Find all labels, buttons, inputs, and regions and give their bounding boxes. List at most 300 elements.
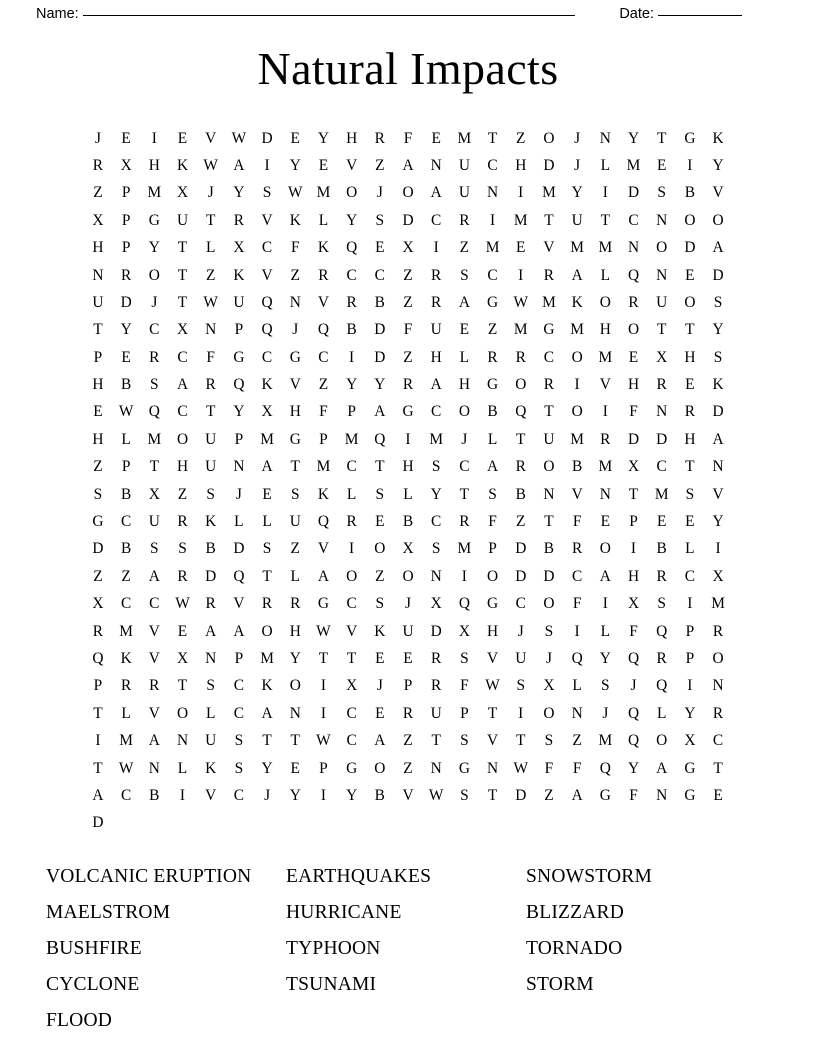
grid-cell[interactable]: X <box>176 321 189 339</box>
grid-cell[interactable]: G <box>487 376 499 394</box>
grid-cell[interactable]: F <box>572 595 582 613</box>
grid-cell[interactable]: X <box>712 567 724 585</box>
grid-cell[interactable]: N <box>176 732 189 750</box>
grid-cell[interactable]: H <box>599 321 611 339</box>
grid-cell[interactable]: Y <box>148 239 160 257</box>
grid-cell[interactable]: C <box>374 266 385 284</box>
grid-cell[interactable]: O <box>543 704 555 722</box>
grid-cell[interactable]: C <box>149 321 160 339</box>
grid-cell[interactable]: C <box>431 403 442 421</box>
grid-cell[interactable]: Z <box>572 732 582 750</box>
word-list-item[interactable]: SNOWSTORM <box>526 865 653 887</box>
grid-cell[interactable]: W <box>118 759 134 777</box>
grid-cell[interactable]: T <box>375 458 385 476</box>
grid-cell[interactable]: C <box>233 677 244 695</box>
grid-cell[interactable]: X <box>92 211 104 229</box>
grid-cell[interactable]: K <box>317 239 329 257</box>
grid-cell[interactable]: P <box>685 622 695 640</box>
grid-cell[interactable]: F <box>460 677 469 695</box>
grid-cell[interactable]: Z <box>93 184 103 202</box>
grid-cell[interactable]: I <box>518 266 524 284</box>
grid-cell[interactable]: V <box>487 732 499 750</box>
grid-cell[interactable]: O <box>261 622 273 640</box>
grid-cell[interactable]: C <box>487 156 498 174</box>
grid-cell[interactable]: I <box>602 403 608 421</box>
grid-cell[interactable]: A <box>317 567 329 585</box>
grid-cell[interactable]: E <box>93 403 103 421</box>
grid-cell[interactable]: C <box>431 211 442 229</box>
grid-cell[interactable]: M <box>513 321 528 339</box>
grid-cell[interactable]: R <box>205 376 216 394</box>
grid-cell[interactable]: M <box>147 184 162 202</box>
grid-cell[interactable]: U <box>176 211 189 229</box>
grid-cell[interactable]: C <box>684 567 695 585</box>
grid-cell[interactable]: C <box>346 704 357 722</box>
grid-cell[interactable]: U <box>289 513 301 531</box>
grid-cell[interactable]: I <box>349 348 355 366</box>
grid-cell[interactable]: K <box>233 266 245 284</box>
grid-cell[interactable]: W <box>316 732 331 750</box>
grid-cell[interactable]: V <box>261 211 273 229</box>
grid-cell[interactable]: S <box>657 595 666 613</box>
grid-cell[interactable]: M <box>316 458 331 476</box>
grid-cell[interactable]: W <box>231 129 247 147</box>
grid-cell[interactable]: U <box>458 184 470 202</box>
grid-cell[interactable]: Y <box>346 211 358 229</box>
grid-cell[interactable]: N <box>599 485 611 503</box>
grid-cell[interactable]: O <box>487 567 499 585</box>
grid-cell[interactable]: U <box>205 458 217 476</box>
grid-cell[interactable]: M <box>513 211 528 229</box>
name-input-line[interactable] <box>83 14 575 16</box>
grid-cell[interactable]: V <box>317 293 329 311</box>
grid-cell[interactable]: T <box>177 239 188 257</box>
grid-cell[interactable]: K <box>205 759 217 777</box>
grid-cell[interactable]: E <box>685 266 695 284</box>
grid-cell[interactable]: D <box>374 348 386 366</box>
grid-cell[interactable]: Q <box>627 704 640 722</box>
word-list-item[interactable]: EARTHQUAKES <box>286 865 432 887</box>
grid-cell[interactable]: F <box>488 513 497 531</box>
grid-cell[interactable]: H <box>176 458 189 476</box>
grid-cell[interactable]: C <box>346 266 357 284</box>
grid-cell[interactable]: T <box>656 321 667 339</box>
grid-cell[interactable]: C <box>571 567 583 585</box>
grid-cell[interactable]: Q <box>317 513 329 531</box>
grid-cell[interactable]: V <box>712 184 724 202</box>
grid-cell[interactable]: Z <box>290 266 300 284</box>
grid-cell[interactable]: I <box>518 184 524 202</box>
grid-cell[interactable]: I <box>687 677 693 695</box>
grid-cell[interactable]: Z <box>177 485 188 503</box>
grid-cell[interactable]: L <box>262 513 272 531</box>
grid-cell[interactable]: Q <box>233 567 245 585</box>
grid-cell[interactable]: S <box>93 485 103 503</box>
grid-cell[interactable]: N <box>205 321 217 339</box>
grid-cell[interactable]: Q <box>233 376 245 394</box>
grid-cell[interactable]: T <box>93 704 103 722</box>
grid-cell[interactable]: I <box>320 786 326 804</box>
grid-cell[interactable]: G <box>487 595 499 613</box>
grid-cell[interactable]: U <box>205 430 217 448</box>
grid-cell[interactable]: R <box>712 704 724 722</box>
grid-cell[interactable]: Q <box>458 595 470 613</box>
grid-cell[interactable]: T <box>544 211 554 229</box>
grid-cell[interactable]: M <box>485 239 500 257</box>
grid-cell[interactable]: W <box>485 677 500 695</box>
grid-cell[interactable]: M <box>711 595 725 613</box>
grid-cell[interactable]: O <box>684 211 696 229</box>
grid-cell[interactable]: Y <box>120 321 132 339</box>
grid-cell[interactable]: M <box>316 184 331 202</box>
grid-cell[interactable]: N <box>289 704 301 722</box>
grid-cell[interactable]: P <box>319 759 328 777</box>
grid-cell[interactable]: Y <box>289 650 301 667</box>
word-list-item[interactable]: TSUNAMI <box>286 973 377 995</box>
grid-cell[interactable]: E <box>318 156 329 174</box>
word-list-item[interactable]: FLOOD <box>46 1009 113 1031</box>
grid-cell[interactable]: X <box>543 677 555 695</box>
grid-cell[interactable]: A <box>599 567 611 585</box>
grid-cell[interactable]: P <box>93 677 103 695</box>
grid-cell[interactable]: S <box>234 732 244 750</box>
grid-cell[interactable]: W <box>513 293 529 311</box>
grid-cell[interactable]: Y <box>289 786 301 804</box>
grid-cell[interactable]: R <box>431 266 442 284</box>
grid-cell[interactable]: D <box>656 430 668 448</box>
grid-cell[interactable]: T <box>177 293 188 311</box>
grid-cell[interactable]: I <box>179 786 186 804</box>
grid-cell[interactable]: F <box>403 129 413 147</box>
grid-cell[interactable]: U <box>92 293 104 311</box>
grid-cell[interactable]: G <box>487 293 499 311</box>
grid-cell[interactable]: X <box>458 622 470 640</box>
grid-cell[interactable]: E <box>262 485 272 503</box>
word-list-item[interactable]: CYCLONE <box>46 973 140 995</box>
grid-cell[interactable]: S <box>601 677 610 695</box>
grid-cell[interactable]: J <box>630 677 637 695</box>
grid-cell[interactable]: T <box>149 458 160 476</box>
grid-cell[interactable]: S <box>262 540 272 558</box>
grid-cell[interactable]: Z <box>375 567 385 585</box>
grid-cell[interactable]: Z <box>403 293 413 311</box>
grid-cell[interactable]: Q <box>571 650 583 667</box>
grid-cell[interactable]: L <box>346 485 357 503</box>
grid-cell[interactable]: D <box>120 293 132 311</box>
grid-cell[interactable]: B <box>374 293 385 311</box>
grid-cell[interactable]: O <box>402 184 414 202</box>
grid-cell[interactable]: P <box>121 239 131 257</box>
grid-cell[interactable]: F <box>544 759 554 777</box>
grid-cell[interactable]: R <box>290 595 301 613</box>
grid-cell[interactable]: B <box>515 485 526 503</box>
grid-cell[interactable]: K <box>289 211 301 229</box>
grid-cell[interactable]: V <box>599 376 611 394</box>
grid-cell[interactable]: Z <box>403 348 413 366</box>
grid-cell[interactable]: M <box>457 129 472 147</box>
grid-cell[interactable]: Y <box>599 650 611 667</box>
grid-cell[interactable]: R <box>233 211 244 229</box>
grid-cell[interactable]: T <box>600 211 611 229</box>
grid-cell[interactable]: S <box>544 622 554 640</box>
grid-cell[interactable]: N <box>233 458 245 476</box>
grid-cell[interactable]: O <box>543 129 555 147</box>
grid-cell[interactable]: J <box>235 485 242 503</box>
grid-cell[interactable]: I <box>461 567 467 585</box>
grid-cell[interactable]: I <box>264 156 270 174</box>
grid-cell[interactable]: B <box>656 540 667 558</box>
grid-cell[interactable]: Q <box>374 430 386 448</box>
grid-cell[interactable]: U <box>515 650 527 667</box>
grid-cell[interactable]: W <box>287 184 303 202</box>
grid-cell[interactable]: H <box>92 376 104 394</box>
grid-cell[interactable]: C <box>233 786 244 804</box>
grid-cell[interactable]: Y <box>317 129 329 147</box>
grid-cell[interactable]: R <box>459 211 470 229</box>
grid-cell[interactable]: T <box>431 732 441 750</box>
grid-cell[interactable]: M <box>260 650 274 667</box>
grid-cell[interactable]: V <box>148 704 160 722</box>
grid-cell[interactable]: C <box>177 348 188 366</box>
grid-cell[interactable]: O <box>346 184 358 202</box>
grid-cell[interactable]: O <box>684 293 696 311</box>
grid-cell[interactable]: M <box>429 430 444 448</box>
grid-cell[interactable]: K <box>571 293 583 311</box>
grid-cell[interactable]: T <box>516 732 526 750</box>
grid-cell[interactable]: H <box>627 376 640 394</box>
grid-cell[interactable]: C <box>346 595 357 613</box>
grid-cell[interactable]: V <box>148 650 160 667</box>
grid-cell[interactable]: Y <box>627 759 640 777</box>
grid-cell[interactable]: R <box>149 348 160 366</box>
grid-cell[interactable]: O <box>599 540 611 558</box>
grid-cell[interactable]: M <box>570 430 584 448</box>
grid-cell[interactable]: E <box>121 348 131 366</box>
grid-cell[interactable]: T <box>685 458 695 476</box>
grid-cell[interactable]: N <box>656 403 668 421</box>
grid-cell[interactable]: T <box>177 266 188 284</box>
grid-cell[interactable]: P <box>121 211 131 229</box>
grid-cell[interactable]: G <box>684 786 696 804</box>
grid-cell[interactable]: O <box>176 430 189 448</box>
grid-cell[interactable]: H <box>684 430 696 448</box>
grid-cell[interactable]: N <box>656 266 668 284</box>
grid-cell[interactable]: T <box>487 704 498 722</box>
grid-cell[interactable]: C <box>233 704 244 722</box>
grid-cell[interactable]: M <box>598 348 613 366</box>
grid-cell[interactable]: D <box>712 403 724 421</box>
grid-cell[interactable]: R <box>656 567 667 585</box>
grid-cell[interactable]: F <box>206 348 215 366</box>
grid-cell[interactable]: E <box>375 513 385 531</box>
grid-cell[interactable]: F <box>629 786 638 804</box>
grid-cell[interactable]: R <box>374 129 385 147</box>
grid-cell[interactable]: Z <box>121 567 131 585</box>
grid-cell[interactable]: D <box>543 567 555 585</box>
grid-cell[interactable]: C <box>459 458 470 476</box>
grid-cell[interactable]: F <box>629 622 638 640</box>
grid-cell[interactable]: E <box>600 513 611 531</box>
grid-cell[interactable]: Q <box>627 732 640 750</box>
grid-cell[interactable]: M <box>344 430 359 448</box>
grid-cell[interactable]: Z <box>487 321 498 339</box>
grid-cell[interactable]: T <box>685 321 695 339</box>
grid-cell[interactable]: O <box>627 321 640 339</box>
grid-cell[interactable]: M <box>570 321 584 339</box>
grid-cell[interactable]: I <box>602 184 608 202</box>
grid-cell[interactable]: C <box>149 595 160 613</box>
grid-cell[interactable]: Q <box>515 403 527 421</box>
grid-cell[interactable]: M <box>626 156 641 174</box>
grid-cell[interactable]: E <box>121 129 131 147</box>
grid-cell[interactable]: A <box>712 430 724 448</box>
grid-cell[interactable]: L <box>600 156 611 174</box>
grid-cell[interactable]: M <box>119 732 133 750</box>
grid-cell[interactable]: R <box>431 650 442 667</box>
grid-cell[interactable]: T <box>544 403 554 421</box>
grid-cell[interactable]: B <box>346 321 357 339</box>
grid-cell[interactable]: E <box>656 513 667 531</box>
grid-cell[interactable]: L <box>290 567 300 585</box>
grid-cell[interactable]: O <box>289 677 301 695</box>
grid-cell[interactable]: U <box>205 732 217 750</box>
grid-cell[interactable]: E <box>459 321 470 339</box>
grid-cell[interactable]: X <box>176 650 189 667</box>
grid-cell[interactable]: O <box>571 403 583 421</box>
grid-cell[interactable]: M <box>570 239 584 257</box>
grid-cell[interactable]: H <box>487 622 499 640</box>
grid-cell[interactable]: S <box>178 540 187 558</box>
grid-cell[interactable]: V <box>543 239 555 257</box>
grid-cell[interactable]: A <box>233 156 245 174</box>
grid-cell[interactable]: J <box>574 156 581 174</box>
grid-cell[interactable]: R <box>600 430 611 448</box>
grid-cell[interactable]: N <box>487 184 499 202</box>
grid-cell[interactable]: B <box>571 458 583 476</box>
grid-cell[interactable]: A <box>712 239 724 257</box>
grid-cell[interactable]: G <box>289 430 301 448</box>
grid-cell[interactable]: T <box>544 513 554 531</box>
grid-cell[interactable]: X <box>176 184 189 202</box>
grid-cell[interactable]: O <box>458 403 470 421</box>
grid-cell[interactable]: N <box>289 293 301 311</box>
grid-cell[interactable]: R <box>515 348 526 366</box>
grid-cell[interactable]: H <box>92 239 104 257</box>
grid-cell[interactable]: K <box>712 129 724 147</box>
grid-cell[interactable]: P <box>403 677 413 695</box>
grid-cell[interactable]: R <box>684 403 695 421</box>
grid-cell[interactable]: N <box>92 266 104 284</box>
grid-cell[interactable]: L <box>205 704 216 722</box>
grid-cell[interactable]: T <box>656 129 667 147</box>
grid-cell[interactable]: N <box>712 677 724 695</box>
grid-cell[interactable]: E <box>516 239 526 257</box>
grid-cell[interactable]: Y <box>261 759 273 777</box>
grid-cell[interactable]: U <box>402 622 414 640</box>
grid-cell[interactable]: M <box>260 430 274 448</box>
grid-cell[interactable]: V <box>346 156 358 174</box>
grid-cell[interactable]: V <box>402 786 414 804</box>
grid-cell[interactable]: F <box>319 403 328 421</box>
grid-cell[interactable]: B <box>487 403 498 421</box>
grid-cell[interactable]: V <box>346 622 358 640</box>
grid-cell[interactable]: R <box>515 458 526 476</box>
grid-cell[interactable]: X <box>684 732 696 750</box>
grid-cell[interactable]: D <box>374 321 386 339</box>
grid-cell[interactable]: S <box>206 677 215 695</box>
grid-cell[interactable]: G <box>148 211 160 229</box>
grid-cell[interactable]: W <box>203 156 218 174</box>
grid-cell[interactable]: Q <box>261 321 273 339</box>
grid-cell[interactable]: Y <box>289 156 301 174</box>
grid-cell[interactable]: L <box>205 239 216 257</box>
grid-cell[interactable]: J <box>292 321 299 339</box>
grid-cell[interactable]: S <box>150 376 159 394</box>
grid-cell[interactable]: R <box>149 677 160 695</box>
grid-cell[interactable]: P <box>234 650 244 667</box>
grid-cell[interactable]: O <box>571 348 583 366</box>
grid-cell[interactable]: R <box>487 348 498 366</box>
grid-cell[interactable]: C <box>346 732 357 750</box>
grid-cell[interactable]: R <box>571 540 583 558</box>
word-list-item[interactable]: HURRICANE <box>286 901 402 923</box>
grid-cell[interactable]: D <box>430 622 442 640</box>
grid-cell[interactable]: Y <box>346 376 358 394</box>
grid-cell[interactable]: A <box>656 759 668 777</box>
grid-cell[interactable]: V <box>317 540 329 558</box>
grid-cell[interactable]: Z <box>516 513 526 531</box>
grid-cell[interactable]: J <box>461 430 468 448</box>
grid-cell[interactable]: N <box>430 567 442 585</box>
grid-cell[interactable]: R <box>459 513 470 531</box>
grid-cell[interactable]: Q <box>627 650 640 667</box>
grid-cell[interactable]: Y <box>233 403 245 421</box>
grid-cell[interactable]: U <box>430 704 442 722</box>
grid-cell[interactable]: X <box>627 458 640 476</box>
grid-cell[interactable]: X <box>148 485 160 503</box>
grid-cell[interactable]: I <box>518 704 524 722</box>
grid-cell[interactable]: O <box>543 595 555 613</box>
grid-cell[interactable]: O <box>515 376 527 394</box>
grid-cell[interactable]: C <box>318 348 329 366</box>
grid-cell[interactable]: G <box>684 759 696 777</box>
grid-cell[interactable]: X <box>430 595 442 613</box>
grid-cell[interactable]: P <box>121 458 131 476</box>
grid-cell[interactable]: W <box>203 293 218 311</box>
grid-cell[interactable]: P <box>93 348 103 366</box>
grid-cell[interactable]: A <box>148 732 160 750</box>
grid-cell[interactable]: I <box>574 376 580 394</box>
grid-cell[interactable]: Q <box>92 650 104 667</box>
grid-cell[interactable]: A <box>148 567 160 585</box>
grid-cell[interactable]: S <box>150 540 159 558</box>
grid-cell[interactable]: E <box>713 786 723 804</box>
word-list-item[interactable]: VOLCANIC ERUPTION <box>46 865 252 887</box>
grid-cell[interactable]: J <box>376 677 383 695</box>
grid-cell[interactable]: A <box>571 266 583 284</box>
grid-cell[interactable]: P <box>347 403 356 421</box>
grid-cell[interactable]: R <box>205 595 216 613</box>
grid-cell[interactable]: R <box>431 677 442 695</box>
grid-cell[interactable]: Q <box>599 759 611 777</box>
grid-cell[interactable]: S <box>713 348 723 366</box>
grid-cell[interactable]: A <box>92 786 104 804</box>
date-input-line[interactable] <box>658 14 742 16</box>
grid-cell[interactable]: Z <box>516 129 526 147</box>
grid-cell[interactable]: E <box>375 650 385 667</box>
grid-cell[interactable]: Q <box>346 239 358 257</box>
grid-cell[interactable]: C <box>543 348 555 366</box>
